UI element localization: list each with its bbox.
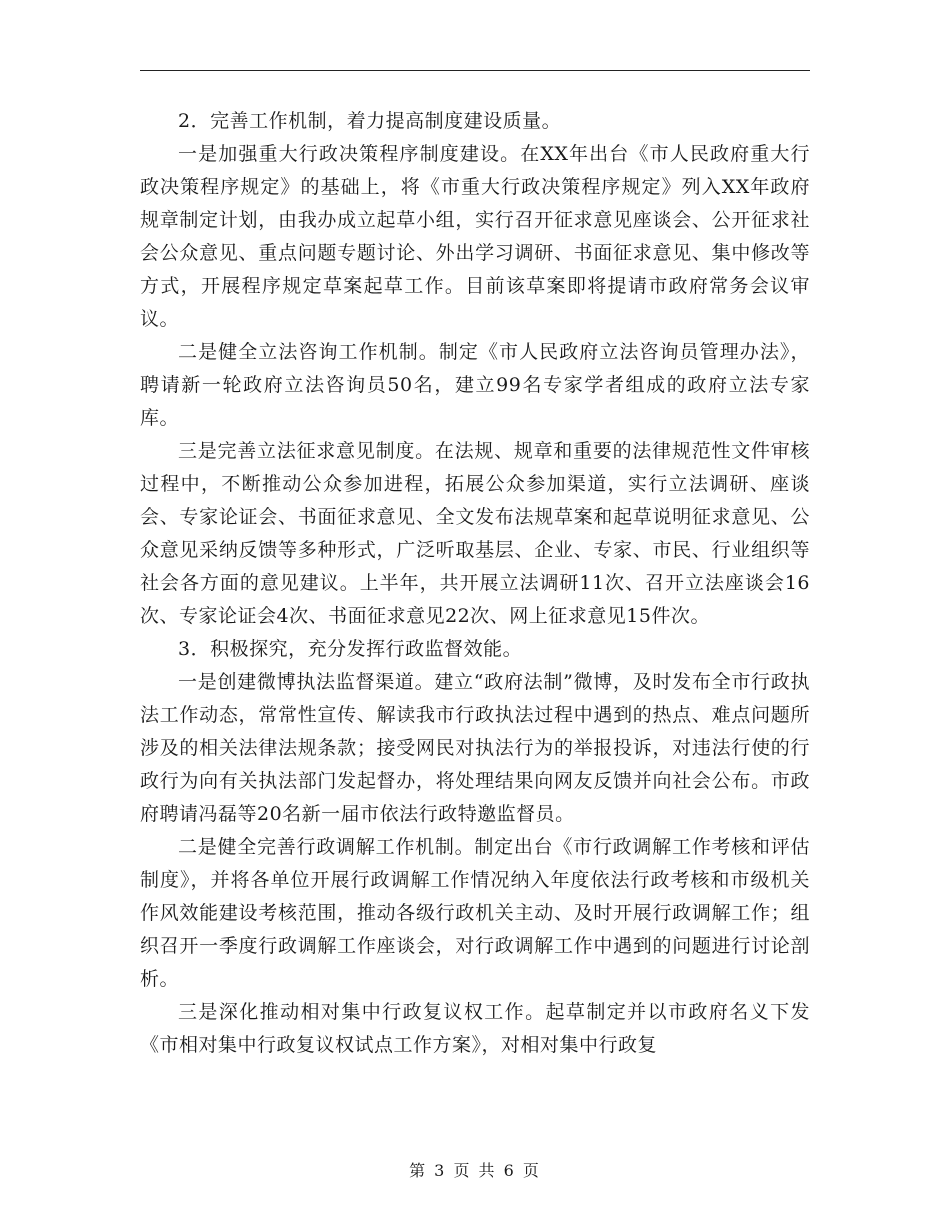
paragraph: 二是健全完善行政调解工作机制。制定出台《市行政调解工作考核和评估制度》，并将各单位开展行政调解工作情况纳入年度依法行政考核和市级机关作风效能建设考核范围，推动各级行政机关主动、及时开展行政调解工作；组织召开一季度行政调解工作座谈会，对行政调解工作中遇到的问题进行讨论剖析。 bbox=[140, 836, 810, 990]
paragraph: 三是完善立法征求意见制度。在法规、规章和重要的法律规范性文件审核过程中，不断推动公众参加进程，拓展公众参加渠道，实行立法调研、座谈会、专家论证会、书面征求意见、全文发布法规草案和起草说明征求意见、公众意见采纳反馈等多种形式，广泛听取基层、企业、专家、市民、行业组织等社会各方面的意见建议。上半年，共开展立法调研11次、召开立法座谈会16次、专家论证会4次、书面征求意见22次、网上征求意见15件次。 bbox=[140, 440, 810, 627]
section-heading-3: 3．积极探究，充分发挥行政监督效能。 bbox=[178, 638, 523, 660]
paragraph: 三是深化推动相对集中行政复议权工作。起草制定并以市政府名义下发《市相对集中行政复议权试点工作方案》，对相对集中行政复 bbox=[140, 1001, 810, 1056]
page-number-footer: 第 3 页 共 6 页 bbox=[409, 1161, 541, 1180]
paragraph: 一是创建微博执法监督渠道。建立“政府法制”微博，及时发布全市行政执法工作动态，常常性宣传、解读我市行政执法过程中遇到的热点、难点问题所涉及的相关法律法规条款；接受网民对执法行为的举报投诉，对违法行使的行政行为向有关执法部门发起督办，将处理结果向网友反馈并向社会公布。市政府聘请冯磊等20名新一届市依法行政特邀监督员。 bbox=[140, 671, 810, 825]
paragraph: 一是加强重大行政决策程序制度建设。在XX年出台《市人民政府重大行政决策程序规定》的基础上，将《市重大行政决策程序规定》列入XX年政府规章制定计划，由我办成立起草小组，实行召开征求意见座谈会、公开征求社会公众意见、重点问题专题讨论、外出学习调研、书面征求意见、集中修改等方式，开展程序规定草案起草工作。目前该草案即将提请市政府常务会议审议。 bbox=[140, 143, 810, 330]
section-heading-2: 2．完善工作机制，着力提高制度建设质量。 bbox=[178, 110, 562, 132]
document-body bbox=[140, 105, 810, 1062]
header-rule bbox=[140, 70, 810, 71]
paragraph: 二是健全立法咨询工作机制。制定《市人民政府立法咨询员管理办法》，聘请新一轮政府立法咨询员50名，建立99名专家学者组成的政府立法专家库。 bbox=[140, 341, 810, 429]
